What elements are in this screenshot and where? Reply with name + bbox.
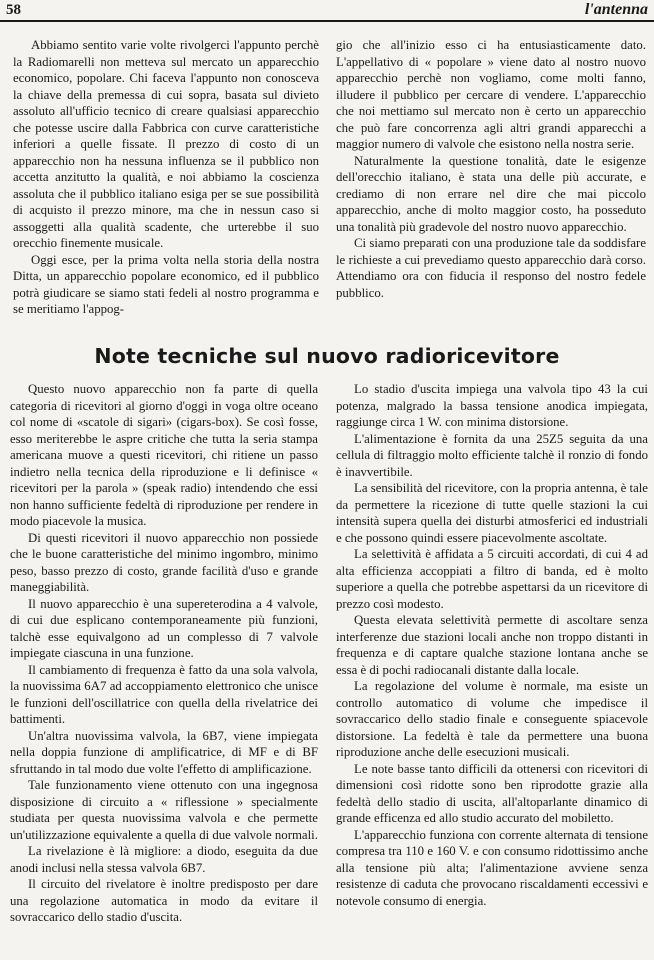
- paragraph: Naturalmente la questione tonalità, date le esigenze dell'orecchio italiano, è stata una delle più accurate, e crediamo di non errare nel dire che mai piccolo apparecchio, anche di molto maggior costo, ha posseduto una tonalità più gradevole del nostro nuovo apparecchio.: [336, 153, 646, 234]
- page-header: [0, 0, 654, 22]
- paragraph: Abbiamo sentito varie volte rivolgerci l'appunto perchè la Radiomarelli non metteva sul mercato un apparecchio economico, popolare. Chi faceva l'appunto non conosceva la chiave della premessa di cui sopra, basata sul divieto assoluto all'ufficio tecnico di creare qualsiasi apparecchio che potesse uscire dalla Fabbrica con curve caratteristiche inferiori a quelle fissate. Il prezzo di costo di un apparecchio non ha nessuna influenza se il pubblico non accetta anzitutto la qualità, e noi abbiamo la coscienza assoluta che il pubblico italiano esiga per se sue possibilità di acquisto il prezzo minore, ma che in nessun caso si assoggetti alla qualità scadente, che urterebbe il suo orecchio finemente musicale.: [13, 38, 319, 250]
- bottom-left-column: [10, 381, 318, 926]
- paragraph: Il circuito del rivelatore è inoltre predisposto per dare una regolazione automatica in modo da evitare il sovraccarico dello stadio d'uscita.: [10, 877, 318, 924]
- paragraph: Il nuovo apparecchio è una supereterodina a 4 valvole, di cui due esplicano contemporaneamente più funzioni, talchè esse equivalgono ad un complesso di 7 valvole impiegate ciascuna in una funzione.: [10, 596, 318, 660]
- paragraph: Questa elevata selettività permette di ascoltare senza interferenze due stazioni locali anche non troppo distanti in frequenza e di captare qualche stazione lontana anche se essa è di pochi radiocanali distante dalla locale.: [336, 613, 648, 677]
- top-left-column: [13, 37, 319, 318]
- paragraph: La regolazione del volume è normale, ma esiste un controllo automatico di volume che impedisce il sovraccarico dello stadio finale e conseguente spiacevole distorsione. La fedeltà è tale da permettere una buona riproduzione anche delle esecuzioni musicali.: [336, 679, 648, 759]
- paragraph: L'alimentazione è fornita da una 25Z5 seguita da una cellula di filtraggio molto efficiente talchè il ronzio di fondo è inavvertibile.: [336, 431, 648, 479]
- paragraph: L'apparecchio funziona con corrente alternata di tensione compresa tra 110 e 160 V. e con consumo ridottissimo anche alla tensione più alta; l'alimentazione avviene senza resistenze di caduta che provocano riscaldamenti eccessivi e notevole consumo di energia.: [336, 827, 648, 908]
- paragraph: Un'altra nuovissima valvola, la 6B7, viene impiegata nella doppia funzione di amplificatrice, di MF e di BF sfruttando in tal modo due volte l'effetto di amplificazione.: [10, 728, 318, 776]
- page-number: 58: [6, 2, 21, 18]
- paragraph: gio che all'inizio esso ci ha entusiasticamente dato. L'appellativo di « popolare » viene dato al nostro nuovo apparecchio perchè non vogliamo, come molti fanno, illudere il pubblico per cercare di vendere. L'apparecchio che noi mettiamo sul mercato non è certo un apparecchio che può fare concorrenza agli altri grandi apparecchi a maggior numero di valvole che esistono nella nostra serie.: [336, 38, 646, 151]
- top-right-column: [336, 37, 646, 301]
- paragraph: Tale funzionamento viene ottenuto con una ingegnosa disposizione di circuito a « riflessione » specialmente studiata per questa nuovissima valvola e che permette un'utilizzazione equivalente a quella di due valvole normali.: [10, 778, 318, 842]
- paragraph: Questo nuovo apparecchio non fa parte di quella categoria di ricevitori al giorno d'oggi in voga oltre oceano col nome di «scatole di sigari» (cigars-box). Se così fosse, esso meriterebbe le aspre critiche che tutta la seria stampa americana muove a questi ricevitori, chi ritiene un passo indietro nella tecnica della riproduzione e li definisce « ricevitori per la parola » (speak radio) intendendo che essi non hanno sufficiente fedeltà di riproduzione per rendere in modo piacevole la musica.: [10, 382, 318, 528]
- paragraph: Ci siamo preparati con una produzione tale da soddisfare le richieste a cui prevediamo questo apparecchio darà corso. Attendiamo ora con fiducia il responso del nostro fedele pubblico.: [336, 236, 646, 300]
- paragraph: Oggi esce, per la prima volta nella storia della nostra Ditta, un apparecchio popolare economico, ed il pubblico potrà giudicare se siamo stati fedeli al nostro programma e se meritiamo l'appog-: [13, 252, 319, 316]
- paragraph: La sensibilità del ricevitore, con la propria antenna, è tale da permettere la ricezione di tutte quelle stazioni la cui intensità supera quella dei disturbi atmosferici ed industriali e che possono quindi essere piacevolmente ascoltate.: [336, 481, 648, 545]
- bottom-right-column: [336, 381, 648, 909]
- paragraph: Lo stadio d'uscita impiega una valvola tipo 43 la cui potenza, malgrado la bassa tensione anodica impiegata, raggiunge circa 1 W. con minima distorsione.: [336, 382, 648, 429]
- paragraph: La rivelazione è là migliore: a diodo, eseguita da due anodi inclusi nella stessa valvola 6B7.: [10, 844, 318, 875]
- running-head: l'antenna: [584, 1, 648, 18]
- paragraph: Di questi ricevitori il nuovo apparecchio non possiede che le buone caratteristiche del minimo ingombro, minimo peso, basso prezzo di costo, grande facilità d'uso e grande maneggiabilità.: [10, 530, 318, 594]
- section-title: Note tecniche sul nuovo radioricevitore: [94, 344, 560, 368]
- paragraph: Le note basse tanto difficili da ottenersi con ricevitori di dimensioni così ridotte sono ben riprodotte grazie alla fedeltà dello stadio di uscita, all'altoparlante dinamico di grande efficenza ed allo studio accurato del mobiletto.: [336, 761, 648, 825]
- header-rule: [0, 20, 654, 22]
- paragraph: La selettività è affidata a 5 circuiti accordati, di cui 4 ad alta efficienza accoppiati a filtro di banda, ed è molto superiore a quella che potrebbe aspettarsi da un ricevitore di prezzo così modesto.: [336, 547, 648, 611]
- paragraph: Il cambiamento di frequenza è fatto da una sola valvola, la nuovissima 6A7 ad accoppiamento elettronico che unisce le funzioni dell'oscillatrice con quella della rivelatrice dei battimenti.: [10, 662, 318, 726]
